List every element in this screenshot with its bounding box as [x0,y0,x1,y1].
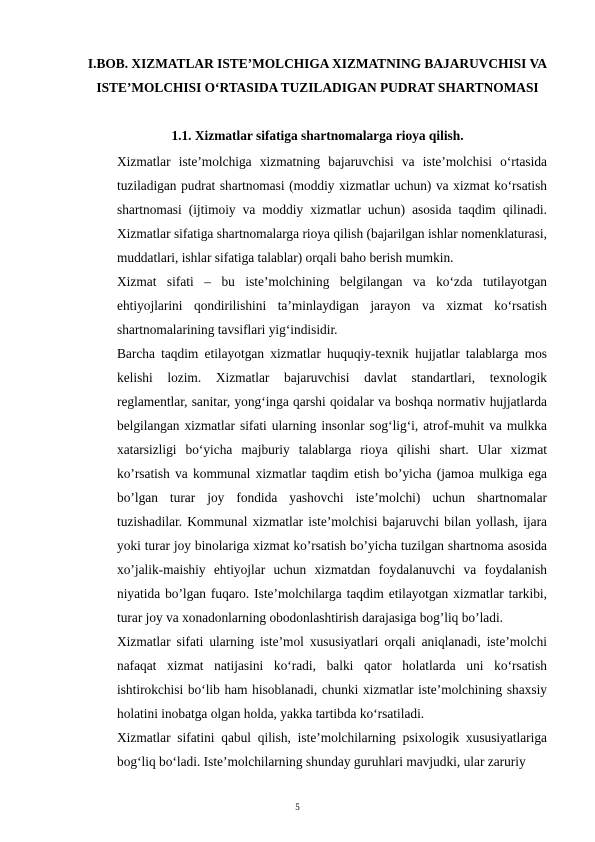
paragraph-1: Xizmatlar iste’molchiga xizmatning bajaruvchisi va iste’molchisi o‘rtasida tuziladigan pudrat shartnomasi (moddiy xizmatlar uchun) va xizmat ko‘rsatish shartnomasi (ijtimoiy va moddiy xizmatlar uchun) asosida taqdim qilinadi. Xizmatlar sifatiga shartnomalarga rioya qilish (bajarilgan ishlar nomenklaturasi, muddatlari, ishlar sifatiga talablar) orqali baho berish mumkin. [117,154,547,265]
paragraph-3: Barcha taqdim etilayotgan xizmatlar huquqiy-texnik hujjatlar talablarga mos kelishi lozim. Xizmatlar bajaruvchisi davlat standartlari, texnologik reglamentlar, sanitar, yong‘inga qarshi qoidalar va boshqa normativ hujjatlarda belgilangan xizmatlar sifati ularning insonlar sog‘lig‘i, atrof-muhit va mulkka xatarsizligi bo‘yicha majburiy talablarga rioya qilishi shart. Ular xizmat ko’rsatish va kommunal xizmatlar taqdim etish bo’yicha (jamoa mulkiga ega bo’lgan turar joy fondida yashovchi iste’molchi) uchun shartnomalar tuzishadilar. Kommunal xizmatlar iste’molchisi bajaruvchi bilan yollash, ijara yoki turar joy binolariga xizmat ko’rsatish bo’yicha tuzilgan shartnoma asosida xo’jalik-maishiy ehtiyojlar uchun xizmatdan foydalanuvchi va foydalanish niyatida bo’lgan fuqaro. Iste’molchilarga taqdim etilayotgan xizmatlar tarkibi, turar joy va xonadonlarning obodonlashtirish darajasiga bog’liq bo’ladi. [117,346,547,625]
section-title [85,128,550,144]
paragraph-5: Xizmatlar sifatini qabul qilish, iste’molchilarning psixologik xususiyatlariga bog‘liq bo‘ladi. Iste’molchilarning shunday guruhlari mavjudki, ular zaruriy [117,730,547,769]
chapter-title-text: I.BOB. XIZMATLAR ISTE’MOLCHIGA XIZMATNING BAJARUVCHISI VA ISTE’MOLCHISI O‘RTASIDA TUZILADIGAN PUDRAT SHARTNOMASI [87,56,548,95]
body-text [117,150,547,774]
page-number: 5 [295,802,300,812]
paragraph-2: Xizmat sifati – bu iste’molchining belgilangan va ko‘zda tutilayotgan ehtiyojlarini qondirilishini ta’minlaydigan jarayon va xizmat ko‘rsatish shartnomalarining tavsiflari yig‘indisidir. [117,274,547,337]
paragraph-4: Xizmatlar sifati ularning iste’mol xususiyatlari orqali aniqlanadi, iste’molchi nafaqat xizmat natijasini ko‘radi, balki qator holatlarda uni ko‘rsatish ishtirokchisi bo‘lib ham hisoblanadi, chunki xizmatlar iste’molchining shaxsiy holatini inobatga olgan holda, yakka tartibda ko‘rsatiladi. [117,634,547,721]
chapter-title [85,52,550,100]
section-title-text: 1.1. Xizmatlar sifatiga shartnomalarga rioya qilish. [171,128,464,143]
